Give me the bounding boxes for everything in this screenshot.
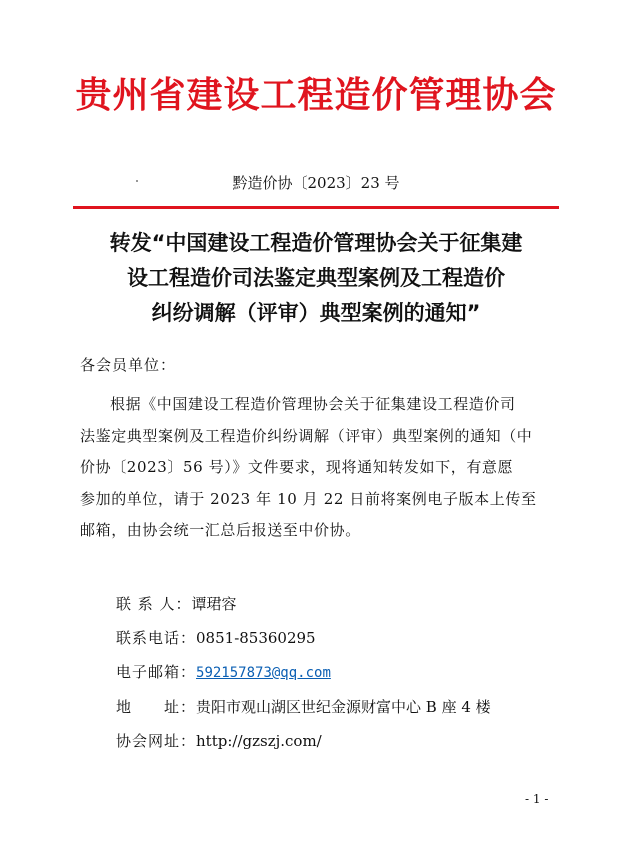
phone-row bbox=[116, 621, 491, 655]
body-paragraph bbox=[80, 389, 560, 547]
address-value: 贵阳市观山湖区世纪金源财富中心 B 座 4 楼 bbox=[196, 698, 491, 716]
address-label: 地 址： bbox=[116, 698, 197, 716]
website-value: http://gzszj.com/ bbox=[196, 732, 322, 750]
phone-value: 0851-85360295 bbox=[196, 629, 316, 647]
contact-info bbox=[116, 587, 491, 758]
body-line: 参加的单位，请于 2023 年 10 月 22 日前将案例电子版本上传至 bbox=[80, 489, 537, 508]
body-line: 法鉴定典型案例及工程造价纠纷调解（评审）典型案例的通知（中 bbox=[80, 426, 533, 445]
organization-title: 贵州省建设工程造价管理协会 bbox=[75, 74, 557, 116]
salutation: 各会员单位： bbox=[80, 356, 177, 374]
email-row bbox=[116, 655, 491, 690]
body-line: 邮箱，由协会统一汇总后报送至中价协。 bbox=[80, 521, 361, 539]
website-row bbox=[116, 724, 491, 758]
email-link[interactable]: 592157873@qq.com bbox=[196, 665, 331, 681]
phone-label: 联系电话： bbox=[116, 629, 197, 647]
address-row bbox=[116, 690, 491, 724]
body-line: 价协〔2023〕56 号）》文件要求，现将通知转发如下，有意愿 bbox=[80, 458, 514, 476]
contact-person-value: 谭珺容 bbox=[191, 595, 237, 613]
email-label: 电子邮箱： bbox=[116, 663, 197, 681]
document-headline bbox=[60, 226, 572, 331]
headline-line: 转发“中国建设工程造价管理协会关于征集建 bbox=[109, 231, 523, 255]
contact-person-label: 联 系 人： bbox=[116, 595, 192, 613]
document-number: 黔造价协〔2023〕23 号 bbox=[232, 174, 400, 192]
headline-line: 纠纷调解（评审）典型案例的通知” bbox=[151, 301, 481, 325]
headline-line: 设工程造价司法鉴定典型案例及工程造价 bbox=[127, 266, 505, 290]
red-divider-line bbox=[73, 206, 559, 209]
website-label: 协会网址： bbox=[116, 732, 197, 750]
contact-person-row bbox=[116, 587, 491, 621]
page-number: - 1 - bbox=[525, 792, 549, 806]
body-line: 根据《中国建设工程造价管理协会关于征集建设工程造价司 bbox=[110, 395, 516, 413]
